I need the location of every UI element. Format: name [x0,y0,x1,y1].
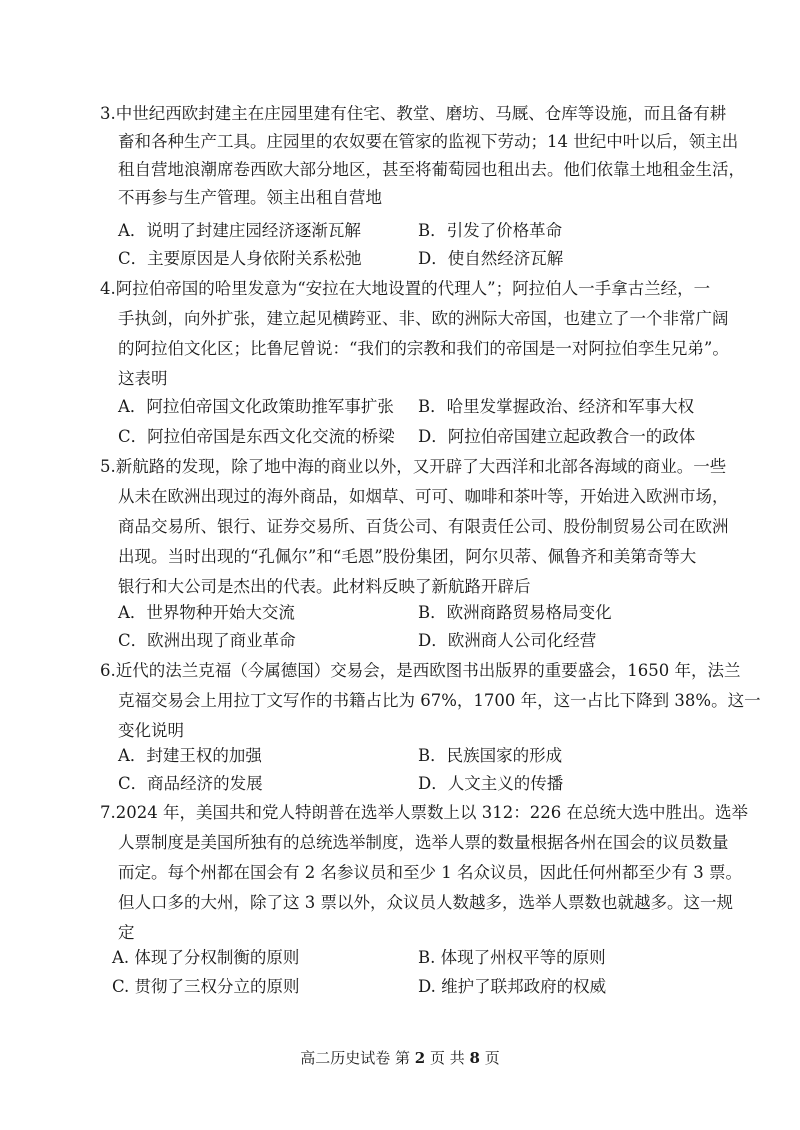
question-number: 4. [100,279,116,298]
footer-total-pages: 8 [469,1049,480,1067]
question-text-line: 4.阿拉伯帝国的哈里发意为“安拉在大地设置的代理人”；阿拉伯人一手拿古兰经，一 [100,279,711,298]
question-text-line: 出现。当时出现的“孔佩尔”和“毛恩”股份集团，阿尔贝蒂、佩鲁齐和美第奇等大 [118,547,697,566]
question-number: 3. [100,104,116,123]
question-text-line: 这表明 [118,369,168,388]
question-number: 7. [100,803,116,822]
option-c[interactable]: C．欧洲出现了商业革命 [118,631,296,650]
option-c[interactable]: C. 贯彻了三权分立的原则 [112,977,300,996]
option-b[interactable]: B．民族国家的形成 [418,746,563,765]
option-a[interactable]: A. 体现了分权制衡的原则 [112,948,300,967]
question-text-line: 但人口多的大州，除了这 3 票以外，众议员人数越多，选举人票数也就越多。这一规 [118,893,733,912]
option-d[interactable]: D．使自然经济瓦解 [418,249,564,268]
question-text-line: 从未在欧洲出现过的海外商品，如烟草、可可、咖啡和茶叶等，开始进入欧洲市场， [118,487,729,506]
question-text-line: 人票制度是美国所独有的总统选举制度，选举人票的数量根据各州在国会的议员数量 [118,833,729,852]
option-b[interactable]: B. 体现了州权平等的原则 [418,948,606,967]
option-c[interactable]: C．主要原因是人身依附关系松弛 [118,249,362,268]
option-d[interactable]: D. 维护了联邦政府的权威 [418,977,607,996]
question-text-line: 畜和各种生产工具。庄园里的农奴要在管家的监视下劳动；14 世纪中叶以后，领主出 [118,132,739,151]
question-text-line: 而定。每个州都在国会有 2 名参议员和至少 1 名众议员，因此任何州都至少有 3 票。 [118,863,742,882]
question-text-line: 5.新航路的发现，除了地中海的商业以外，又开辟了大西洋和北部各海域的商业。一些 [100,457,727,476]
option-c[interactable]: C．阿拉伯帝国是东西文化交流的桥梁 [118,427,395,446]
option-a[interactable]: A．阿拉伯帝国文化政策助推军事扩张 [118,397,394,416]
question-text-line: 变化说明 [118,721,184,740]
option-b[interactable]: B．欧洲商路贸易格局变化 [418,603,612,622]
footer-page-number: 2 [414,1049,426,1067]
question-text-line: 7.2024 年，美国共和党人特朗普在选举人票数上以 312：226 在总统大选中胜出。选举 [100,803,748,822]
question-text-line: 定 [118,923,135,942]
option-a[interactable]: A．说明了封建庄园经济逐渐瓦解 [118,221,361,240]
option-a[interactable]: A．世界物种开始大交流 [118,603,295,622]
question-text-line: 不再参与生产管理。领主出租自营地 [118,188,382,207]
option-c[interactable]: C．商品经济的发展 [118,774,263,793]
question-text-line: 6.近代的法兰克福（今属德国）交易会，是西欧图书出版界的重要盛会，1650 年，法兰 [100,661,741,680]
question-text-line: 3.中世纪西欧封建主在庄园里建有住宅、教堂、磨坊、马厩、仓库等设施，而且备有耕 [100,104,727,123]
question-text-line: 租自营地浪潮席卷西欧大部分地区，甚至将葡萄园也租出去。他们依靠土地租金生活， [118,160,745,179]
option-a[interactable]: A．封建王权的加强 [118,746,262,765]
question-text-line: 的阿拉伯文化区；比鲁尼曾说：“我们的宗教和我们的帝国是一对阿拉伯孪生兄弟”。 [118,339,729,358]
option-d[interactable]: D．阿拉伯帝国建立起政教合一的政体 [418,427,696,446]
question-text-line: 克福交易会上用拉丁文写作的书籍占比为 67%，1700 年，这一占比下降到 38%。这一 [118,691,761,710]
option-b[interactable]: B．哈里发掌握政治、经济和军事大权 [418,397,695,416]
question-text-line: 银行和大公司是杰出的代表。此材料反映了新航路开辟后 [118,577,531,596]
footer-prefix: 高二历史试卷 第 [300,1049,410,1067]
question-text-line: 商品交易所、银行、证券交易所、百货公司、有限责任公司、股份制贸易公司在欧洲 [118,517,729,536]
page-footer [0,1048,800,1068]
option-d[interactable]: D．人文主义的传播 [418,774,564,793]
footer-mid: 页 共 [429,1049,465,1067]
option-d[interactable]: D．欧洲商人公司化经营 [418,631,597,650]
question-number: 5. [100,457,116,476]
question-text-line: 手执剑，向外扩张，建立起见横跨亚、非、欧的洲际大帝国，也建立了一个非常广阔 [118,309,729,328]
question-number: 6. [100,661,116,680]
option-b[interactable]: B．引发了价格革命 [418,221,563,240]
footer-suffix: 页 [484,1049,500,1067]
